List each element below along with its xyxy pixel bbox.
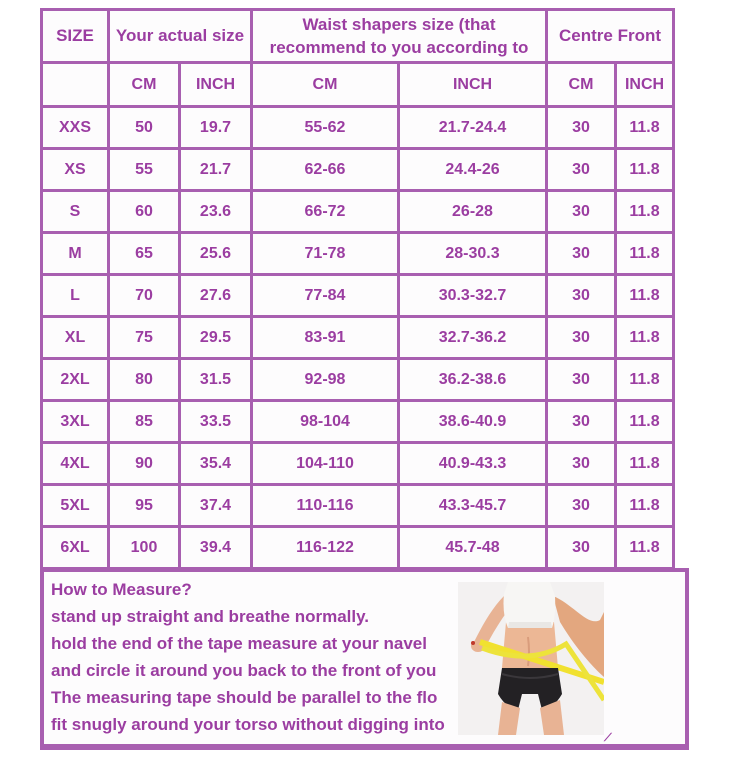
cell-centre-inch: 11.8 [616,317,674,359]
how-to-measure-text [51,576,445,738]
header-row-units [42,63,674,107]
cell-actual-inch: 33.5 [180,401,252,443]
measure-line-1: stand up straight and breathe normally. [51,607,370,626]
table-row-l [42,275,674,317]
unit-shaper-cm: CM [252,63,399,107]
waist-shapers-line2: recommend to you according to [269,38,529,57]
cell-centre-inch: 11.8 [616,191,674,233]
waist-shapers-line1: Waist shapers size (that [302,15,496,34]
unit-shaper-inch: INCH [399,63,547,107]
cell-centre-cm: 30 [547,485,616,527]
cell-shaper-inch: 24.4-26 [399,149,547,191]
cell-shaper-cm: 110-116 [252,485,399,527]
cell-centre-inch: 11.8 [616,149,674,191]
cell-centre-cm: 30 [547,149,616,191]
cell-shaper-cm: 62-66 [252,149,399,191]
cell-centre-cm: 30 [547,233,616,275]
cell-actual-inch: 35.4 [180,443,252,485]
cell-actual-cm: 70 [109,275,180,317]
empty-unit-cell [42,63,109,107]
cell-size: M [42,233,109,275]
cell-centre-inch: 11.8 [616,359,674,401]
table-row-3xl [42,401,674,443]
cell-centre-cm: 30 [547,527,616,569]
cell-actual-inch: 21.7 [180,149,252,191]
header-row-groups [42,10,674,63]
cell-actual-cm: 90 [109,443,180,485]
cell-shaper-inch: 21.7-24.4 [399,107,547,149]
cell-actual-inch: 29.5 [180,317,252,359]
cell-actual-inch: 31.5 [180,359,252,401]
cell-centre-inch: 11.8 [616,527,674,569]
cell-centre-inch: 11.8 [616,485,674,527]
cell-actual-cm: 60 [109,191,180,233]
cell-centre-cm: 30 [547,401,616,443]
col-header-waist-shapers [252,10,547,63]
measure-title: How to Measure? [51,580,192,599]
table-row-4xl [42,443,674,485]
cell-size: XL [42,317,109,359]
unit-centre-inch: INCH [616,63,674,107]
cell-centre-cm: 30 [547,275,616,317]
cell-actual-inch: 23.6 [180,191,252,233]
woman-measuring-waist-illustration [458,582,604,735]
table-row-5xl [42,485,674,527]
cell-size: 2XL [42,359,109,401]
cell-shaper-inch: 43.3-45.7 [399,485,547,527]
unit-actual-cm: CM [109,63,180,107]
cell-centre-cm: 30 [547,443,616,485]
size-chart-table [40,8,675,570]
cell-shaper-cm: 66-72 [252,191,399,233]
cell-centre-inch: 11.8 [616,401,674,443]
measure-line-3: and circle it around you back to the front of you [51,661,437,680]
cell-shaper-cm: 104-110 [252,443,399,485]
cell-shaper-cm: 77-84 [252,275,399,317]
cell-actual-inch: 25.6 [180,233,252,275]
cell-centre-cm: 30 [547,191,616,233]
cell-centre-inch: 11.8 [616,443,674,485]
cell-shaper-inch: 32.7-36.2 [399,317,547,359]
cell-actual-inch: 39.4 [180,527,252,569]
cell-actual-inch: 19.7 [180,107,252,149]
col-header-centre-front: Centre Front [547,10,674,63]
cell-size: XXS [42,107,109,149]
cell-size: 3XL [42,401,109,443]
cell-size: XS [42,149,109,191]
cell-size: 5XL [42,485,109,527]
cell-shaper-inch: 45.7-48 [399,527,547,569]
cell-shaper-inch: 36.2-38.6 [399,359,547,401]
cell-size: 6XL [42,527,109,569]
unit-centre-cm: CM [547,63,616,107]
cell-actual-cm: 75 [109,317,180,359]
cell-actual-cm: 50 [109,107,180,149]
cell-actual-cm: 100 [109,527,180,569]
cell-actual-cm: 85 [109,401,180,443]
unit-actual-inch: INCH [180,63,252,107]
cell-shaper-cm: 55-62 [252,107,399,149]
cell-size: 4XL [42,443,109,485]
cell-shaper-cm: 92-98 [252,359,399,401]
cell-shaper-cm: 83-91 [252,317,399,359]
cell-actual-cm: 65 [109,233,180,275]
table-row-xxs [42,107,674,149]
measure-line-5: fit snugly around your torso without digging into [51,715,445,734]
cell-centre-inch: 11.8 [616,107,674,149]
cell-shaper-cm: 71-78 [252,233,399,275]
cell-centre-cm: 30 [547,317,616,359]
how-to-measure-box [40,568,689,750]
cell-shaper-cm: 98-104 [252,401,399,443]
col-header-size: SIZE [42,10,109,63]
cell-actual-cm: 95 [109,485,180,527]
cell-shaper-inch: 40.9-43.3 [399,443,547,485]
cell-shaper-inch: 28-30.3 [399,233,547,275]
cell-actual-cm: 80 [109,359,180,401]
cell-actual-inch: 27.6 [180,275,252,317]
measure-line-2: hold the end of the tape measure at your navel [51,634,427,653]
col-header-actual-size: Your actual size [109,10,252,63]
cell-actual-inch: 37.4 [180,485,252,527]
table-row-2xl [42,359,674,401]
table-row-6xl [42,527,674,569]
cell-centre-inch: 11.8 [616,233,674,275]
woman-measuring-waist-photo [458,582,604,735]
table-row-s [42,191,674,233]
cell-actual-cm: 55 [109,149,180,191]
table-row-xs [42,149,674,191]
cell-shaper-inch: 30.3-32.7 [399,275,547,317]
cell-size: S [42,191,109,233]
cell-shaper-inch: 38.6-40.9 [399,401,547,443]
cell-shaper-inch: 26-28 [399,191,547,233]
table-row-m [42,233,674,275]
table-row-xl [42,317,674,359]
measure-line-4: The measuring tape should be parallel to the flo [51,688,438,707]
cell-centre-inch: 11.8 [616,275,674,317]
cell-centre-cm: 30 [547,107,616,149]
corner-mark: ⟋ [604,732,612,744]
cell-shaper-cm: 116-122 [252,527,399,569]
cell-size: L [42,275,109,317]
cell-centre-cm: 30 [547,359,616,401]
